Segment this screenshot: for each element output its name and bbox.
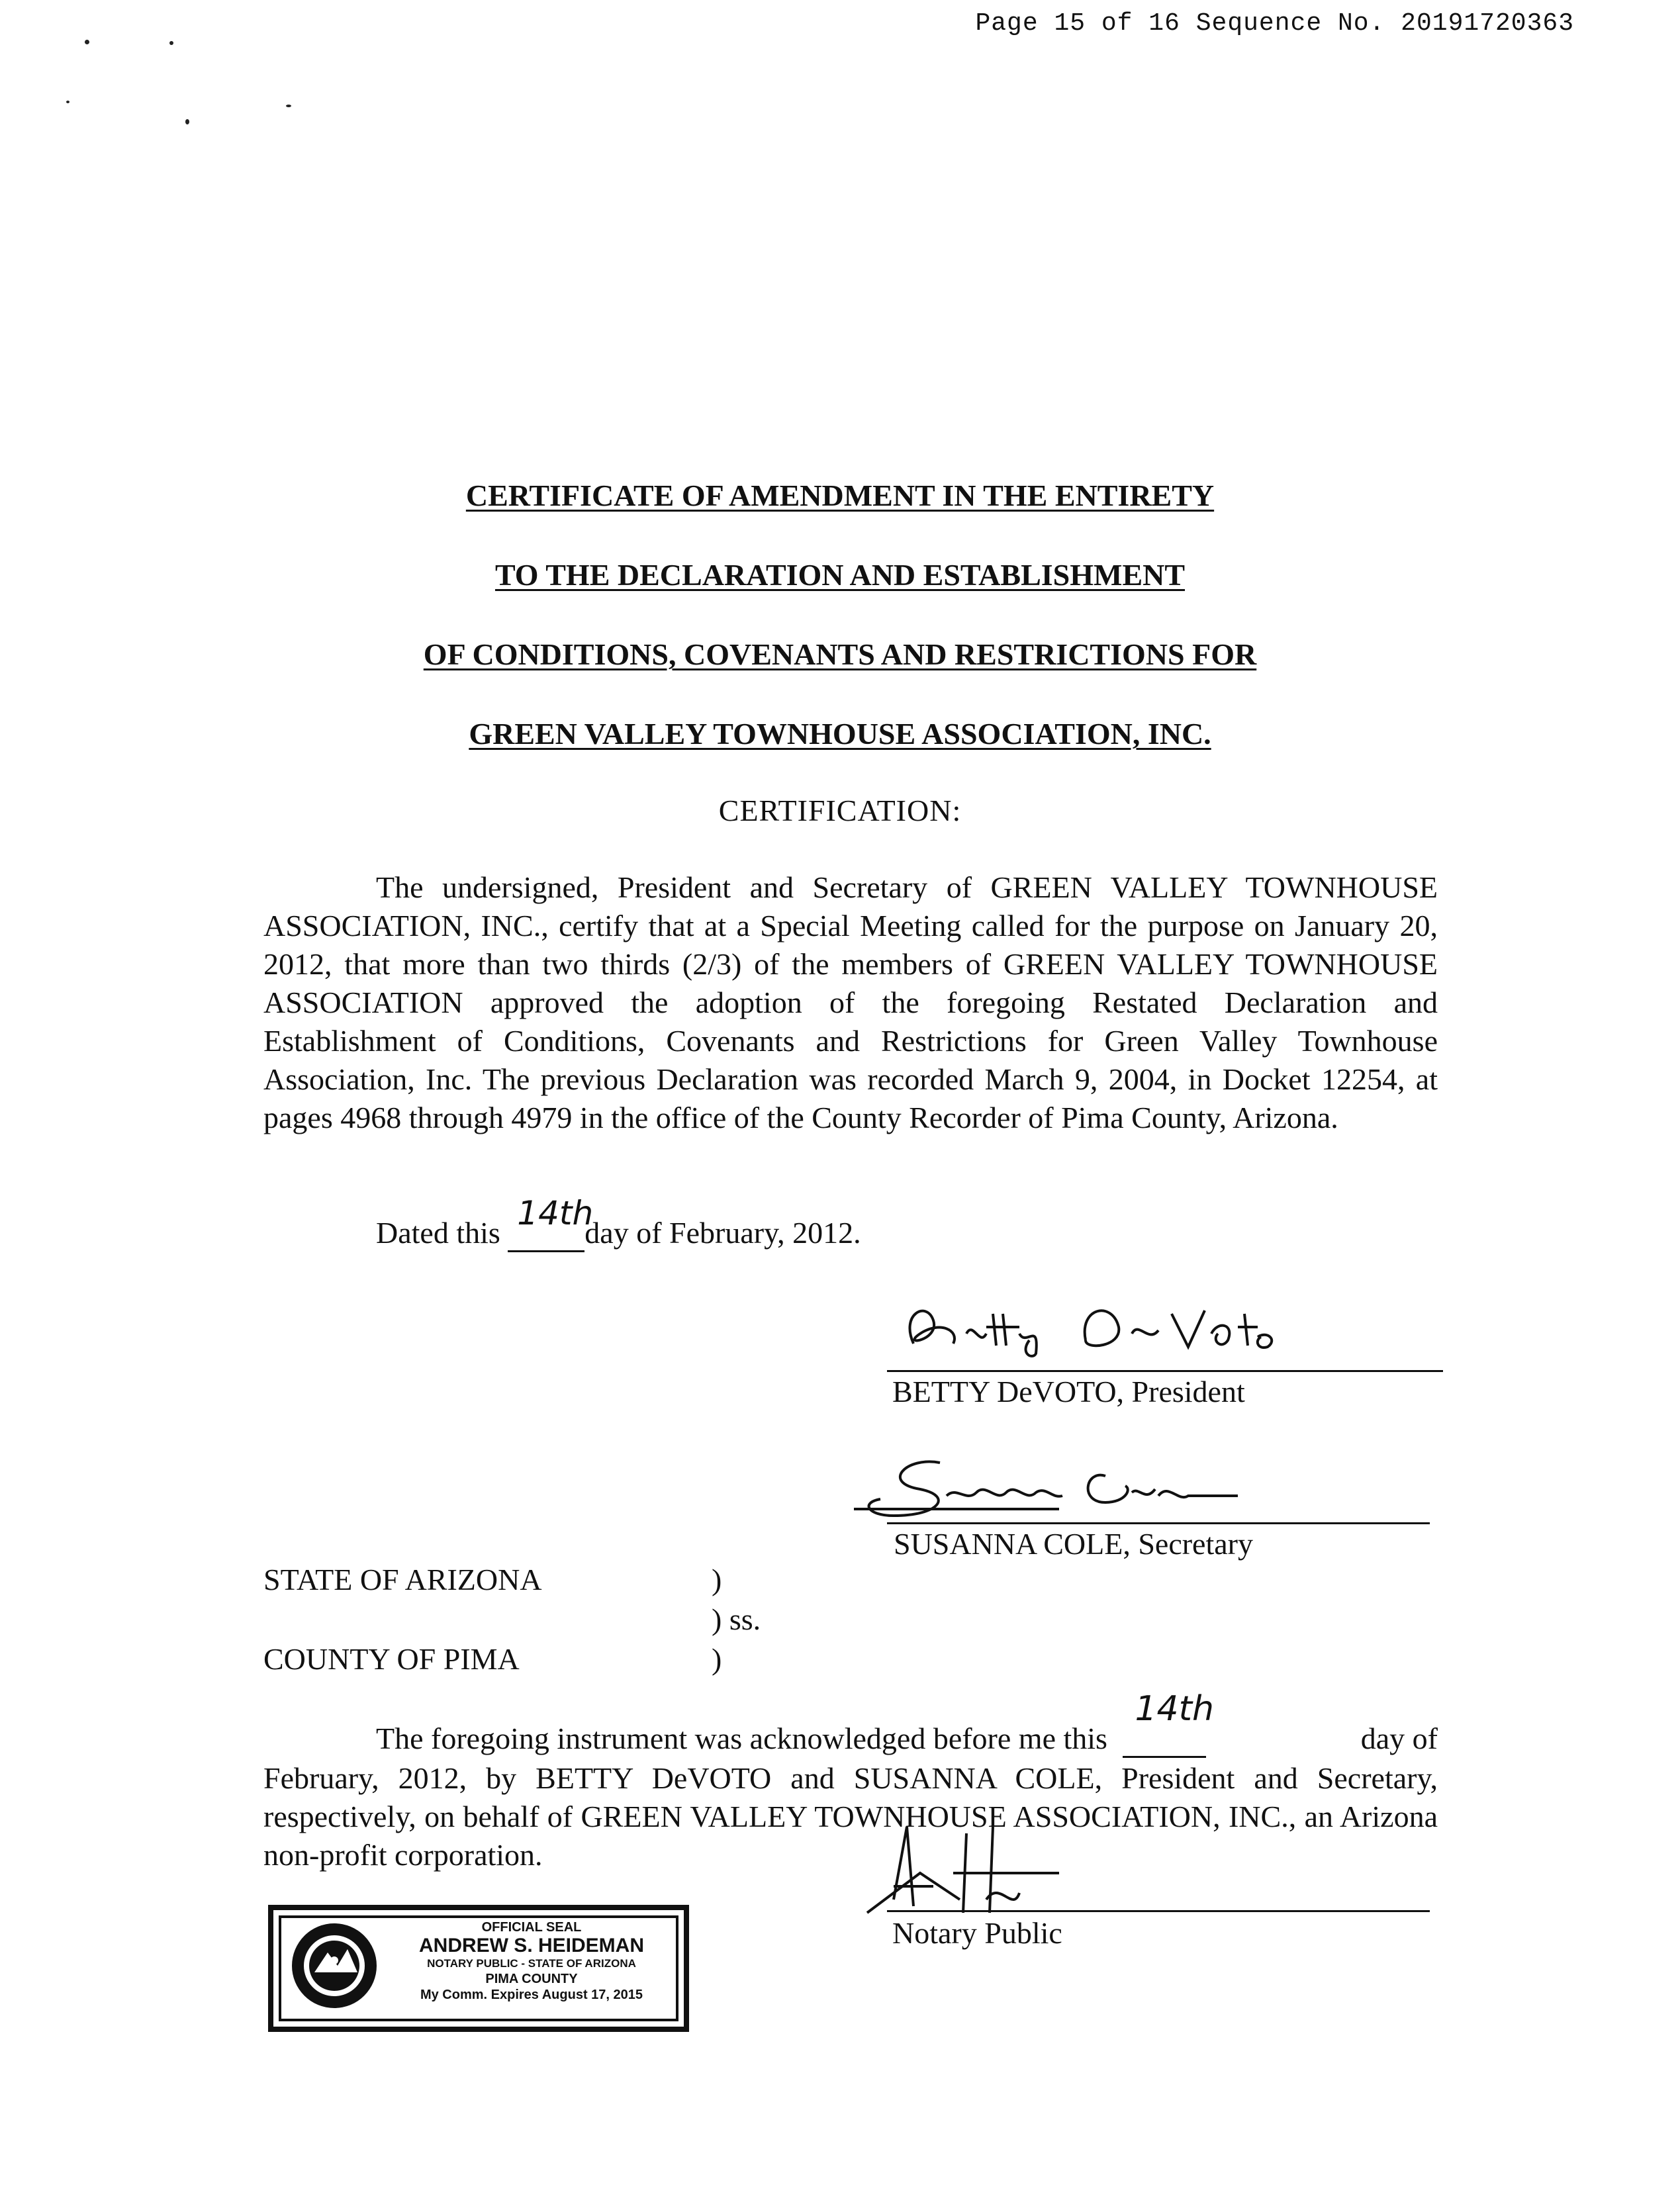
scan-speck <box>66 101 70 103</box>
president-signature <box>887 1294 1443 1360</box>
seal-line-name: ANDREW S. HEIDEMAN <box>418 1935 644 1956</box>
handwritten-ack-day: 14th <box>1135 1689 1214 1729</box>
secretary-signature-line <box>887 1522 1430 1524</box>
title-line-1: CERTIFICATE OF AMENDMENT IN THE ENTIRETY <box>465 479 1215 512</box>
venue-state: STATE OF ARIZONA <box>263 1563 542 1596</box>
certification-heading: CERTIFICATION: <box>718 794 962 827</box>
notary-caption: Notary Public <box>892 1916 1062 1950</box>
notary-seal-stamp <box>268 1905 689 2032</box>
president-signature-line <box>887 1370 1443 1372</box>
handwritten-day: 14th <box>517 1194 594 1232</box>
notary-signature-line <box>887 1910 1430 1912</box>
day-blank <box>508 1194 594 1252</box>
title-line-3: OF CONDITIONS, COVENANTS AND RESTRICTIONS FOR <box>423 637 1257 671</box>
venue-county: COUNTY OF PIMA <box>263 1642 520 1676</box>
venue-paren-bottom: ) <box>712 1642 722 1676</box>
title-line-4: GREEN VALLEY TOWNHOUSE ASSOCIATION, INC. <box>469 717 1211 751</box>
secretary-signature <box>841 1449 1304 1522</box>
seal-line-county: PIMA COUNTY <box>485 1972 578 1986</box>
seal-text <box>393 1919 671 2003</box>
certification-paragraph: The undersigned, President and Secretary of GREEN VALLEY TOWNHOUSE ASSOCIATION, INC., certify that at a Special Meeting called for the purpose on January 20, 2012, that more than two thirds (2/3) of the members of GREEN VALLEY TOWNHOUSE ASSOCIATION approved the adoption of the foregoing Restated Declaration and Establishment of Conditions, Covenants and Restrictions for Green Valley Townhouse Association, Inc. The previous Declaration was recorded March 9, 2004, in Docket 12254, at pages 4968 through 4979 in the office of the County Recorder of Pima County, Arizona. <box>263 870 1438 1134</box>
acknowledgment-line-1: The foregoing instrument was acknowledged before me this 14th day of <box>376 1721 1438 1758</box>
title-line-2: TO THE DECLARATION AND ESTABLISHMENT <box>494 558 1186 592</box>
ack-day-blank <box>1123 1689 1214 1758</box>
notary-signature <box>854 1820 1152 1919</box>
dated-line: Dated this 14th day of February, 2012. <box>376 1215 861 1252</box>
page-sequence-header: Page 15 of 16 Sequence No. 20191720363 <box>975 9 1574 38</box>
state-seal-emblem <box>288 1919 381 2012</box>
seal-line-state: NOTARY PUBLIC - STATE OF ARIZONA <box>427 1957 636 1970</box>
venue-paren-top: ) <box>712 1563 722 1596</box>
president-caption: BETTY DeVOTO, President <box>892 1375 1245 1408</box>
scan-speck <box>286 105 291 107</box>
seal-line-official: OFFICIAL SEAL <box>481 1920 582 1935</box>
secretary-caption: SUSANNA COLE, Secretary <box>894 1527 1253 1561</box>
scan-speck <box>85 40 89 44</box>
seal-line-expiry: My Comm. Expires August 17, 2015 <box>420 1988 643 2002</box>
scan-speck <box>169 41 173 45</box>
scan-speck <box>185 119 189 124</box>
acknowledgment-paragraph: February, 2012, by BETTY DeVOTO and SUSANNA COLE, President and Secretary, respectively, on behalf of GREEN VALLEY TOWNHOUSE ASSOCIATION, INC., an Arizona non-profit corporation. <box>263 1761 1438 1872</box>
venue-ss: ) ss. <box>712 1602 761 1636</box>
